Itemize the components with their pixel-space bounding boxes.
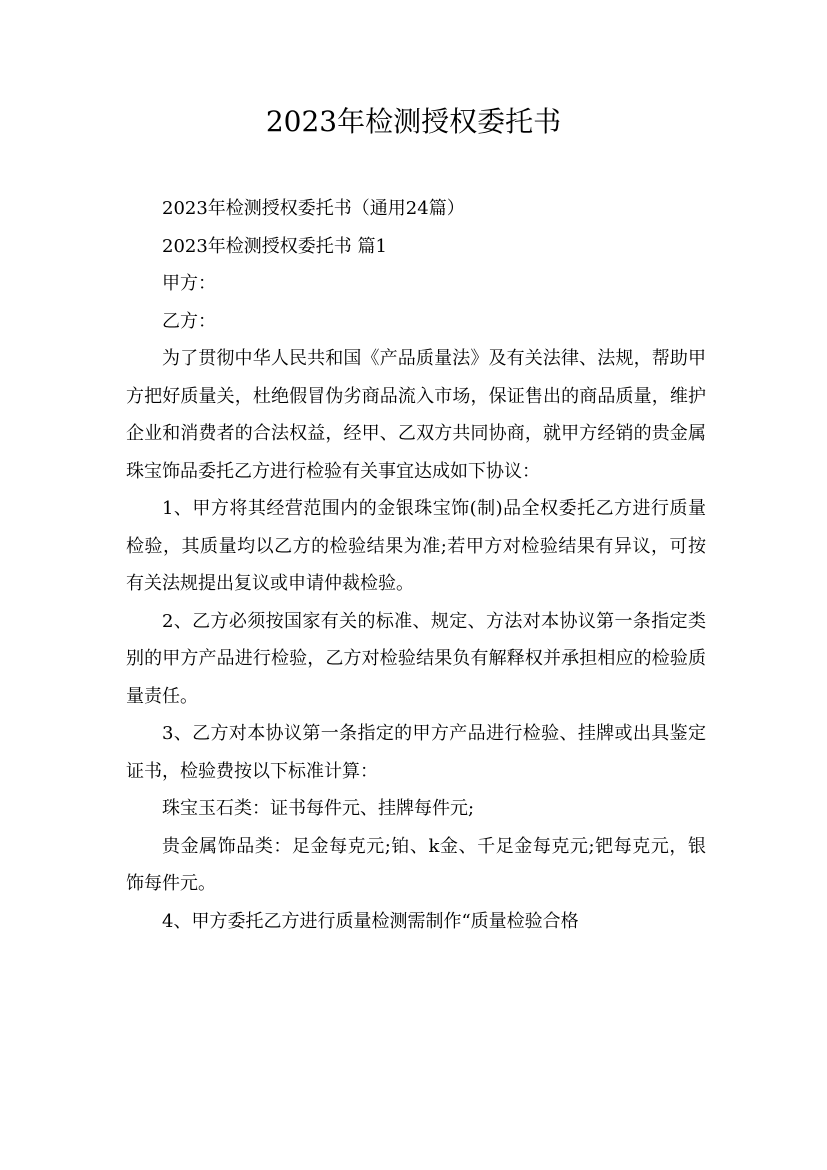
paragraph-section-heading: 2023年检测授权委托书 篇1	[162, 235, 387, 257]
paragraph-clause-1: 1、甲方将其经营范围内的金银珠宝饰(制)品全权委托乙方进行质量检验，其质量均以乙方的检验结果为准;若甲方对检验结果有异议，可按有关法规提出复议或申请仲裁检验。	[126, 498, 706, 594]
paragraph-subtitle: 2023年检测授权委托书（通用24篇）	[162, 198, 465, 219]
paragraph-jewelry-fees: 珠宝玉石类：证书每件元、挂牌每件元;	[162, 798, 475, 819]
document-title: 2023年检测授权委托书	[265, 105, 562, 138]
document-body	[126, 190, 706, 940]
paragraph-metal-fees: 贵金属饰品类：足金每克元;铂、k金、千足金每克元;钯每克元，银饰每件元。	[126, 835, 706, 894]
paragraph-clause-4: 4、甲方委托乙方进行质量检测需制作“质量检验合格	[162, 910, 579, 932]
paragraph-clause-3: 3、乙方对本协议第一条指定的甲方产品进行检验、挂牌或出具鉴定证书，检验费按以下标准计算：	[126, 723, 706, 782]
paragraph-party-a: 甲方：	[162, 273, 216, 294]
paragraph-preamble: 为了贯彻中华人民共和国《产品质量法》及有关法律、法规，帮助甲方把好质量关，杜绝假冒伪劣商品流入市场，保证售出的商品质量，维护企业和消费者的合法权益，经甲、乙双方共同协商，就甲方经销的贵金属珠宝饰品委托乙方进行检验有关事宜达成如下协议：	[126, 348, 706, 482]
paragraph-clause-2: 2、乙方必须按国家有关的标准、规定、方法对本协议第一条指定类别的甲方产品进行检验，乙方对检验结果负有解释权并承担相应的检验质量责任。	[126, 610, 706, 707]
paragraph-party-b: 乙方：	[162, 310, 216, 332]
